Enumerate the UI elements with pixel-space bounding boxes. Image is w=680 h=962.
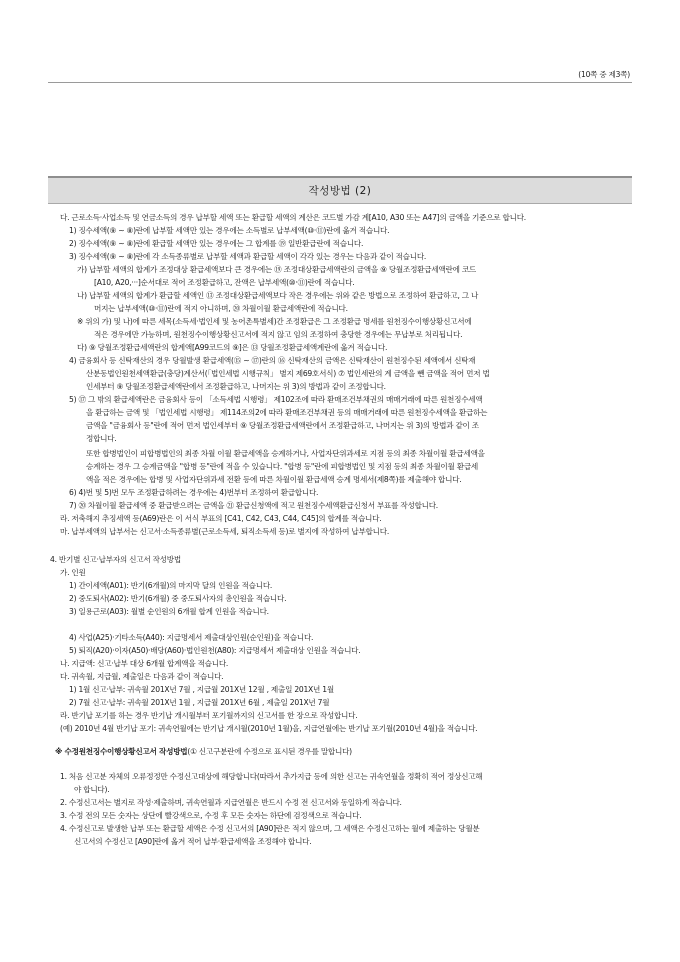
line-note-1-cont: 적은 경우에만 가능하며, 원천징수이행상황신고서에 적지 않고 임의 조정하여 충당한 경우에는 무납부로 처리됩니다. xyxy=(94,330,463,339)
line-4-ga-1: 1) 간이세액(A01): 반기(6개월)의 마지막 달의 인원을 적습니다. xyxy=(69,581,273,590)
line-4-ga: 가. 인원 xyxy=(60,568,86,577)
amendment-heading xyxy=(55,745,352,758)
line-item-4-cont1: 산분동법인원천세액환급(충당)계산서(「법인세법 시행규칙」 별지 제69호서식) ⑦ 법인세란의 계 금액을 뺀 금액을 적어 먼저 법 xyxy=(86,369,490,378)
line-4-na: 나. 지급액: 신고·납부 대상 6개월 합계액을 적습니다. xyxy=(60,659,229,668)
line-da: 다. 근로소득·사업소득 및 연금소득의 경우 납부할 세액 또는 환급할 세액의 계산은 코드별 가감 계[A10, A30 또는 A47]의 금액을 기준으로 합니다. xyxy=(60,213,526,222)
line-item-5-cont1: 을 환급하는 금액 및 「법인세법 시행령」 제114조의2에 따라 환매조건부채권 등의 매매거래에 따른 원천징수세액을 환급하는 xyxy=(86,408,488,417)
amendment-heading-note: (① 신고구분란에 수정으로 표시된 경우를 말합니다) xyxy=(187,747,352,756)
line-item-1: 1) 징수세액(⑨ ~ ⑧)란에 납부할 세액만 있는 경우에는 소득별로 납부세액(⑩·⑪)란에 옮겨 적습니다. xyxy=(69,226,390,235)
amend-line-4: 4. 수정신고로 발생한 납부 또는 환급할 세액은 수정 신고서의 [A90]란은 적지 않으며, 그 세액은 수정신고하는 월에 제출하는 당월분 xyxy=(60,824,480,833)
line-4-ga-3: 3) 일용근로(A03): 월별 순인원의 6개월 합계 인원을 적습니다. xyxy=(69,607,269,616)
line-ma: 마. 납부세액의 납부서는 신고서·소득종류별(근로소득세, 퇴직소득세 등)로 별지에 작성하여 납부합니다. xyxy=(60,527,389,536)
line-4-ga-4: 4) 사업(A25)·기타소득(A40): 지급명세서 제출대상인원(순인원)을 적습니다. xyxy=(69,633,314,642)
amend-line-1-cont: 야 합니다). xyxy=(74,785,110,794)
amend-line-3: 3. 수정 전의 모든 숫자는 상단에 빨강색으로, 수정 후 모든 숫자는 하단에 검정색으로 적습니다. xyxy=(60,811,362,820)
amend-line-1: 1. 처음 신고분 자체의 오류정정만 수정신고대상에 해당합니다(따라서 추가지급 등에 의한 신고는 귀속연월을 정확히 적어 정상신고해 xyxy=(60,772,483,781)
line-item-5-also-cont2: 액을 적은 경우에는 합병 및 사업자단위과세 전환 등에 따른 차월이월 환급세액 승계 명세서(제8쪽)를 제출해야 합니다. xyxy=(86,475,462,484)
line-item-3-na-cont: 머지는 납부세액(⑩·⑪)란에 적지 아니하며, ⑳ 차월이월 환급세액란에 적습니다. xyxy=(94,304,348,313)
line-item-5: 5) ⑰ 그 밖의 환급세액란은 금융회사 등이 「소득세법 시행령」 제102조에 따라 환매조건부채권의 매매거래에 따른 원천징수세액 xyxy=(69,395,483,404)
line-item-6: 6) 4)번 및 5)번 모두 조정환급하려는 경우에는 4)번부터 조정하여 환급합니다. xyxy=(69,488,319,497)
line-item-5-cont3: 정합니다. xyxy=(86,434,117,443)
line-note-1: ※ 위의 가) 및 나)에 따른 세목(소득세·법인세 및 농어촌특별세)간 조정환급은 그 조정환급 명세를 원천징수이행상황신고서에 xyxy=(77,317,472,326)
line-item-3-na: 나) 납부할 세액의 합계가 환급할 세액인 ⑬ 조정대상환급세액보다 작은 경우에는 위와 같은 방법으로 조정하여 환급하고, 그 나 xyxy=(77,291,479,300)
line-4-ra: 라. 반기납 포기를 하는 경우 반기납 개시월부터 포기월까지의 신고서를 한 장으로 작성합니다. xyxy=(60,711,358,720)
amend-line-2: 2. 수정신고서는 별지로 작성·제출하며, 귀속연월과 지급연월은 반드시 수정 전 신고서와 동일하게 적습니다. xyxy=(60,798,402,807)
line-4-ga-5: 5) 퇴직(A20)·이자(A50)·배당(A60)·법인원천(A80): 지급명세서 제출대상 인원을 적습니다. xyxy=(69,646,361,655)
amend-line-4-cont: 신고서의 수정신고 [A90]란에 옮겨 적어 납부·환급세액을 조정해야 합니다. xyxy=(74,837,312,846)
line-item-3-ga-cont: [A10, A20,···]순서대로 적어 조정환급하고, 잔액은 납부세액(⑩·⑪)란에 적습니다. xyxy=(94,278,355,287)
line-4-ga-2: 2) 중도퇴사(A02): 반기(6개월) 중 중도퇴사자의 총인원을 적습니다. xyxy=(69,594,287,603)
header-divider xyxy=(48,82,632,83)
section-4-heading: 4. 반기별 신고·납부자의 신고서 작성방법 xyxy=(50,555,181,564)
section-title: 작성방법 (2) xyxy=(48,176,632,204)
amendment-heading-title: ※ 수정원천징수이행상황신고서 작성방법 xyxy=(55,747,188,756)
line-4-da: 다. 귀속월, 지급월, 제출일은 다음과 같이 적습니다. xyxy=(60,672,224,681)
line-item-2: 2) 징수세액(⑨ ~ ⑧)란에 환급할 세액만 있는 경우에는 그 합계를 ⑲ 일반환급란에 적습니다. xyxy=(69,239,364,248)
line-item-4-cont2: 인세부터 ⑨ 당월조정환급세액란에서 조정환급하고, 나머지는 위 3)의 방법과 같이 조정합니다. xyxy=(86,382,386,391)
line-4-example: (예) 2010년 4월 반기납 포기: 귀속연월에는 반기납 개시월(2010년 1월)을, 지급연월에는 반기납 포기월(2010년 4월)을 적습니다. xyxy=(60,724,478,733)
line-item-5-also: 또한 합병법인이 피합병법인의 최종 차월 이월 환급세액을 승계하거나, 사업자단위과세로 지점 등의 최종 차월이월 환급세액을 xyxy=(86,449,485,458)
line-item-7: 7) ⑳ 차월이월 환급세액 중 환급받으려는 금액을 ㉑ 환급신청액에 적고 원천징수세액환급신청서 부표를 작성합니다. xyxy=(69,501,438,510)
line-ra: 라. 저축해지 추징세액 등(A69)란은 이 서식 부표의 [C41, C42, C43, C44, C45]의 합계를 적습니다. xyxy=(60,514,382,523)
line-item-3: 3) 징수세액(⑨ ~ ⑧)란에 각 소득종류별로 납부할 세액과 환급할 세액이 각각 있는 경우는 다음과 같이 적습니다. xyxy=(69,252,427,261)
line-item-3-ga: 가) 납부할 세액의 합계가 조정대상 환급세액보다 큰 경우에는 ⑲ 조정대상환급세액란의 금액을 ⑨ 당월조정환급세액란에 코드 xyxy=(77,265,477,274)
line-item-5-also-cont1: 승계하는 경우 그 승계금액을 "합병 등"란에 적을 수 있습니다. "합병 등"란에 피합병법인 및 지점 등의 최종 차월이월 환급세 xyxy=(86,462,479,471)
line-item-4: 4) 금융회사 등 신탁재산의 경우 당월발생 환급세액(⑮ ~ ⑰)란의 ⑯ 신탁재산의 금액은 신탁재산이 원천징수된 세액에서 신탁재 xyxy=(69,356,476,365)
page-number: (10쪽 중 제3쪽) xyxy=(578,70,630,79)
line-item-3-da: 다) ⑨ 당월조정환급세액란의 합계액[A99코드의 ⑨]은 ⑬ 당월조정환급세액계란에 옮겨 적습니다. xyxy=(77,343,388,352)
line-4-da-2: 2) 7월 신고·납부: 귀속월 201X년 1월 , 지급월 201X년 6월 , 제출일 201X년 7월 xyxy=(69,698,330,707)
line-item-5-cont2: 금액을 "금융회사 등"란에 적어 먼저 법인세부터 ⑨ 당월조정환급세액란에서 조정환급하고, 나머지는 위 3)의 방법과 같이 조 xyxy=(86,421,479,430)
line-4-da-1: 1) 1월 신고·납부: 귀속월 201X년 7월 , 지급월 201X년 12월 , 제출일 201X년 1월 xyxy=(69,685,334,694)
